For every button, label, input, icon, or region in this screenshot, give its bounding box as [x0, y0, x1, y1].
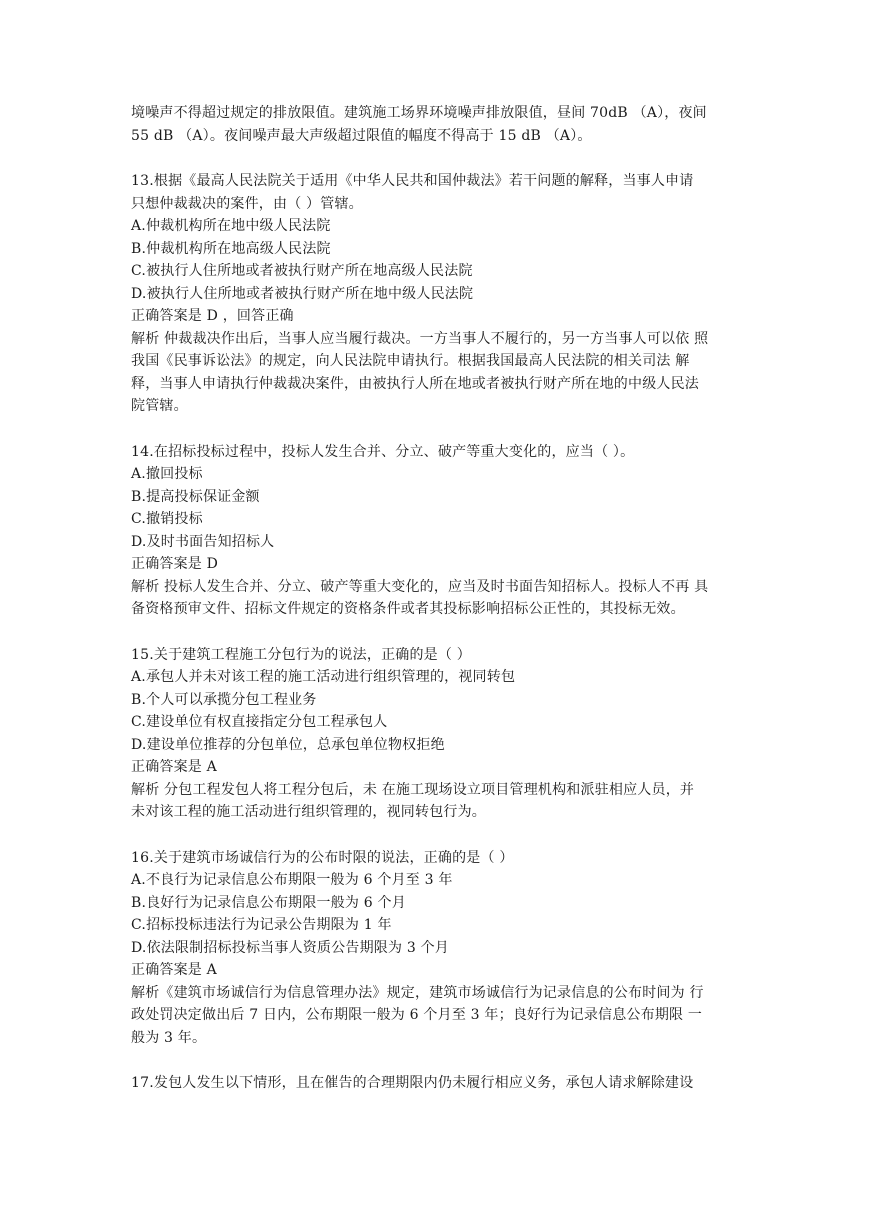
option-c: C.被执行人住所地或者被执行财产所在地高级人民法院 [131, 263, 473, 279]
correct-answer: 正确答案是 D ，回答正确 [131, 308, 294, 324]
intro-paragraph [131, 102, 741, 147]
option-d: D.依法限制招标投标当事人资质公告期限为 3 个月 [131, 939, 449, 956]
explanation: 解析 仲裁裁决作出后，当事人应当履行裁决。一方当事人不履行的，另一方当事人可以依 照 [131, 330, 709, 347]
option-d: D.建设单位推荐的分包单位，总承包单位物权拒绝 [131, 736, 445, 753]
text-line: 境噪声不得超过规定的排放限值。建筑施工场界环境噪声排放限值，昼间 70dB （A），夜间 [131, 105, 707, 121]
option-c: C.撤销投标 [131, 511, 203, 527]
option-b: B.提高投标保证金额 [131, 488, 260, 505]
correct-answer: 正确答案是 A [131, 962, 217, 978]
text-line: 55 dB （A）。夜间噪声最大声级超过限值的幅度不得高于 15 dB （A）。 [131, 127, 592, 144]
explanation: 院管辖。 [131, 398, 188, 414]
option-d: D.及时书面告知招标人 [131, 533, 275, 550]
question-stem: 17.发包人发生以下情形，且在催告的合理期限内仍未履行相应义务，承包人请求解除建设 [131, 1075, 694, 1091]
correct-answer: 正确答案是 D [131, 556, 219, 572]
explanation: 解析《建筑市场诚信行为信息管理办法》规定，建筑市场诚信行为记录信息的公布时间为 行 [131, 984, 704, 1001]
explanation: 解析 分包工程发包人将工程分包后，未 在施工现场设立项目管理机构和派驻相应人员，并 [131, 781, 695, 798]
option-a: A.撤回投标 [131, 466, 203, 482]
option-c: C.招标投标违法行为记录公告期限为 1 年 [131, 917, 392, 933]
option-b: B.良好行为记录信息公布期限一般为 6 个月 [131, 894, 406, 911]
correct-answer: 正确答案是 A [131, 759, 217, 775]
option-b: B.个人可以承揽分包工程业务 [131, 691, 317, 708]
question-17 [131, 1072, 741, 1095]
option-a: A.承包人并未对该工程的施工活动进行组织管理的，视同转包 [131, 669, 516, 685]
option-c: C.建设单位有权直接指定分包工程承包人 [131, 714, 388, 730]
explanation: 未对该工程的施工活动进行组织管理的，视同转包行为。 [131, 804, 486, 820]
option-a: A.仲裁机构所在地中级人民法院 [131, 218, 331, 234]
option-a: A.不良行为记录信息公布期限一般为 6 个月至 3 年 [131, 872, 453, 888]
document-page [131, 102, 741, 1095]
question-14 [131, 441, 741, 621]
explanation: 般为 3 年。 [131, 1029, 207, 1046]
option-b: B.仲裁机构所在地高级人民法院 [131, 240, 331, 257]
question-16 [131, 847, 741, 1050]
question-stem: 16.关于建筑市场诚信行为的公布时限的说法，正确的是（ ） [131, 849, 514, 866]
question-stem: 14.在招标投标过程中，投标人发生合并、分立、破产等重大变化的，应当（ ）。 [131, 443, 635, 460]
option-d: D.被执行人住所地或者被执行财产所在地中级人民法院 [131, 285, 474, 302]
question-stem: 只想仲裁裁决的案件，由（ ）管辖。 [131, 195, 363, 212]
question-13 [131, 170, 741, 418]
explanation: 我国《民事诉讼法》的规定，向人民法院申请执行。根据我国最高人民法院的相关司法 解 [131, 353, 690, 369]
question-stem: 13.根据《最高人民法院关于适用《中华人民共和国仲裁法》若干问题的解释，当事人申请 [131, 173, 694, 189]
explanation: 政处罚决定做出后 7 日内，公布期限一般为 6 个月至 3 年；良好行为记录信息公布期限 一 [131, 1007, 703, 1023]
explanation: 备资格预审文件、招标文件规定的资格条件或者其投标影响招标公正性的，其投标无效。 [131, 601, 685, 617]
explanation: 解析 投标人发生合并、分立、破产等重大变化的，应当及时书面告知招标人。投标人不再 具 [131, 578, 709, 595]
question-15 [131, 644, 741, 824]
question-stem: 15.关于建筑工程施工分包行为的说法，正确的是（ ） [131, 646, 471, 663]
explanation: 释，当事人申请执行仲裁裁决案件，由被执行人所在地或者被执行财产所在地的中级人民法 [131, 375, 699, 392]
